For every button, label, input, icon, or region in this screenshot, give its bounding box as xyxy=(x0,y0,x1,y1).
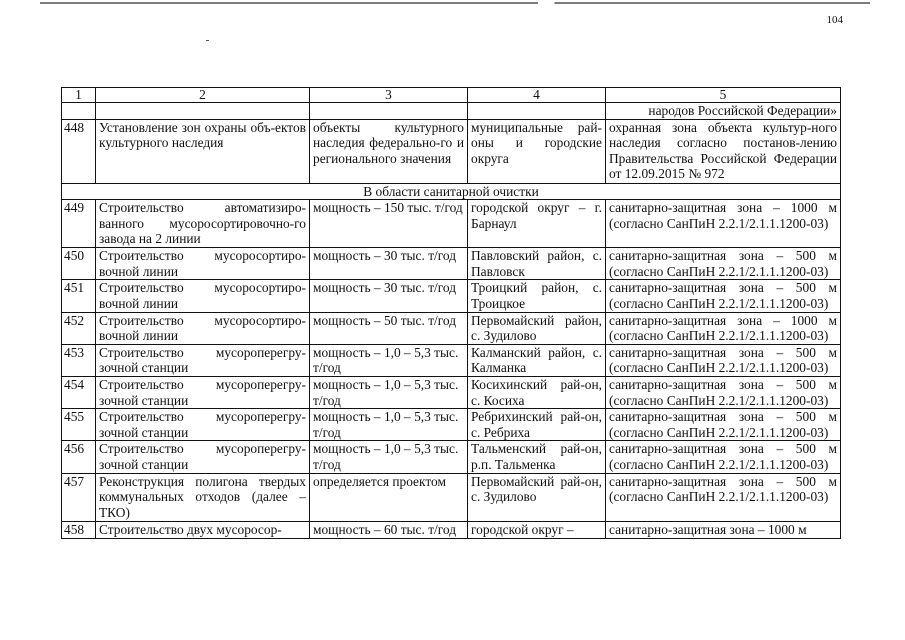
table-row xyxy=(62,376,841,408)
object-zone: санитарно-защитная зона – 500 м (согласно СанПиН 2.2.1/2.1.1.1200-03) xyxy=(606,280,841,312)
section-title: В области санитарной очистки xyxy=(62,183,841,200)
page-number: 104 xyxy=(826,14,843,26)
object-parameter: мощность – 30 тыс. т/год xyxy=(310,280,468,312)
object-name: Строительство мусоросортиро-вочной линии xyxy=(96,248,310,280)
object-location: Косихинский рай-он, с. Косиха xyxy=(468,376,606,408)
object-location: Первомайский рай-он, с. Зудилово xyxy=(468,473,606,521)
table-row xyxy=(62,473,841,521)
object-location: Павловский район, с. Павловск xyxy=(468,248,606,280)
object-zone: санитарно-защитная зона – 500 м (согласно СанПиН 2.2.1/2.1.1.1200-03) xyxy=(606,409,841,441)
object-location: Первомайский район, с. Зудилово xyxy=(468,312,606,344)
table-row xyxy=(62,312,841,344)
object-name: Строительство мусороперегру-зочной станции xyxy=(96,376,310,408)
row-number: 452 xyxy=(62,312,96,344)
object-name: Строительство мусороперегру-зочной станции xyxy=(96,441,310,473)
object-zone: санитарно-защитная зона – 500 м (согласно СанПиН 2.2.1/2.1.1.1200-03) xyxy=(606,441,841,473)
row-number: 449 xyxy=(62,200,96,248)
column-number: 3 xyxy=(310,88,468,103)
objects-table xyxy=(61,87,841,539)
object-location: Тальменский рай-он, р.п. Тальменка xyxy=(468,441,606,473)
column-numbers-row xyxy=(62,88,841,103)
section-heading-row xyxy=(62,183,841,200)
table-row xyxy=(62,344,841,376)
object-zone: санитарно-защитная зона – 1000 м (согласно СанПиН 2.2.1/2.1.1.1200-03) xyxy=(606,200,841,248)
column-number: 2 xyxy=(96,88,310,103)
object-name: Строительство мусоросортиро-вочной линии xyxy=(96,312,310,344)
object-name: Строительство двух мусоросор- xyxy=(96,521,310,538)
object-name: Реконструкция полигона твердых коммунальных отходов (далее – ТКО) xyxy=(96,473,310,521)
continuation-row xyxy=(62,103,841,120)
column-number: 5 xyxy=(606,88,841,103)
table-row xyxy=(62,441,841,473)
scan-top-edge xyxy=(40,2,870,4)
object-location: Калманский район, с. Калманка xyxy=(468,344,606,376)
object-parameter: мощность – 60 тыс. т/год xyxy=(310,521,468,538)
table-row xyxy=(62,521,841,538)
object-name: Строительство мусороперегру-зочной станции xyxy=(96,344,310,376)
object-parameter: мощность – 50 тыс. т/год xyxy=(310,312,468,344)
row-number: 457 xyxy=(62,473,96,521)
column-number: 1 xyxy=(62,88,96,103)
object-name: Строительство мусоросортиро-вочной линии xyxy=(96,280,310,312)
row-number: 454 xyxy=(62,376,96,408)
continuation-text: народов Российской Федерации» xyxy=(606,103,841,120)
object-parameter: мощность – 1,0 – 5,3 тыс. т/год xyxy=(310,376,468,408)
object-location: городской округ – г. Барнаул xyxy=(468,200,606,248)
row-number: 455 xyxy=(62,409,96,441)
object-zone: санитарно-защитная зона – 500 м (согласно СанПиН 2.2.1/2.1.1.1200-03) xyxy=(606,376,841,408)
object-parameter: мощность – 30 тыс. т/год xyxy=(310,248,468,280)
object-name: Установление зон охраны объ-ектов культурного наследия xyxy=(96,119,310,183)
object-zone: охранная зона объекта культур-ного наследия согласно постанов-лению Правительства Российской Федерации от 12.09.2015 № 972 xyxy=(606,119,841,183)
table-row xyxy=(62,119,841,183)
row-number: 448 xyxy=(62,119,96,183)
table-row xyxy=(62,248,841,280)
object-name: Строительство автоматизиро-ванного мусоросортировочно-го завода на 2 линии xyxy=(96,200,310,248)
column-number: 4 xyxy=(468,88,606,103)
object-name: Строительство мусороперегру-зочной станции xyxy=(96,409,310,441)
table-row xyxy=(62,409,841,441)
scan-speck xyxy=(206,40,209,41)
object-parameter: мощность – 150 тыс. т/год xyxy=(310,200,468,248)
object-parameter: объекты культурного наследия федерально-го и регионального значения xyxy=(310,119,468,183)
object-location: Троицкий район, с. Троицкое xyxy=(468,280,606,312)
object-zone: санитарно-защитная зона – 1000 м (согласно СанПиН 2.2.1/2.1.1.1200-03) xyxy=(606,312,841,344)
table-row xyxy=(62,280,841,312)
object-location: Ребрихинский рай-он, с. Ребриха xyxy=(468,409,606,441)
object-parameter: определяется проектом xyxy=(310,473,468,521)
object-parameter: мощность – 1,0 – 5,3 тыс. т/год xyxy=(310,344,468,376)
object-zone: санитарно-защитная зона – 500 м (согласно СанПиН 2.2.1/2.1.1.1200-03) xyxy=(606,248,841,280)
object-parameter: мощность – 1,0 – 5,3 тыс. т/год xyxy=(310,409,468,441)
object-location: городской округ – xyxy=(468,521,606,538)
object-zone: санитарно-защитная зона – 1000 м xyxy=(606,521,841,538)
row-number: 458 xyxy=(62,521,96,538)
object-zone: санитарно-защитная зона – 500 м (согласно СанПиН 2.2.1/2.1.1.1200-03) xyxy=(606,344,841,376)
row-number: 450 xyxy=(62,248,96,280)
table-row xyxy=(62,200,841,248)
object-location: муниципальные рай-оны и городские округа xyxy=(468,119,606,183)
row-number: 451 xyxy=(62,280,96,312)
object-parameter: мощность – 1,0 – 5,3 тыс. т/год xyxy=(310,441,468,473)
row-number: 456 xyxy=(62,441,96,473)
object-zone: санитарно-защитная зона – 500 м (согласно СанПиН 2.2.1/2.1.1.1200-03) xyxy=(606,473,841,521)
row-number: 453 xyxy=(62,344,96,376)
